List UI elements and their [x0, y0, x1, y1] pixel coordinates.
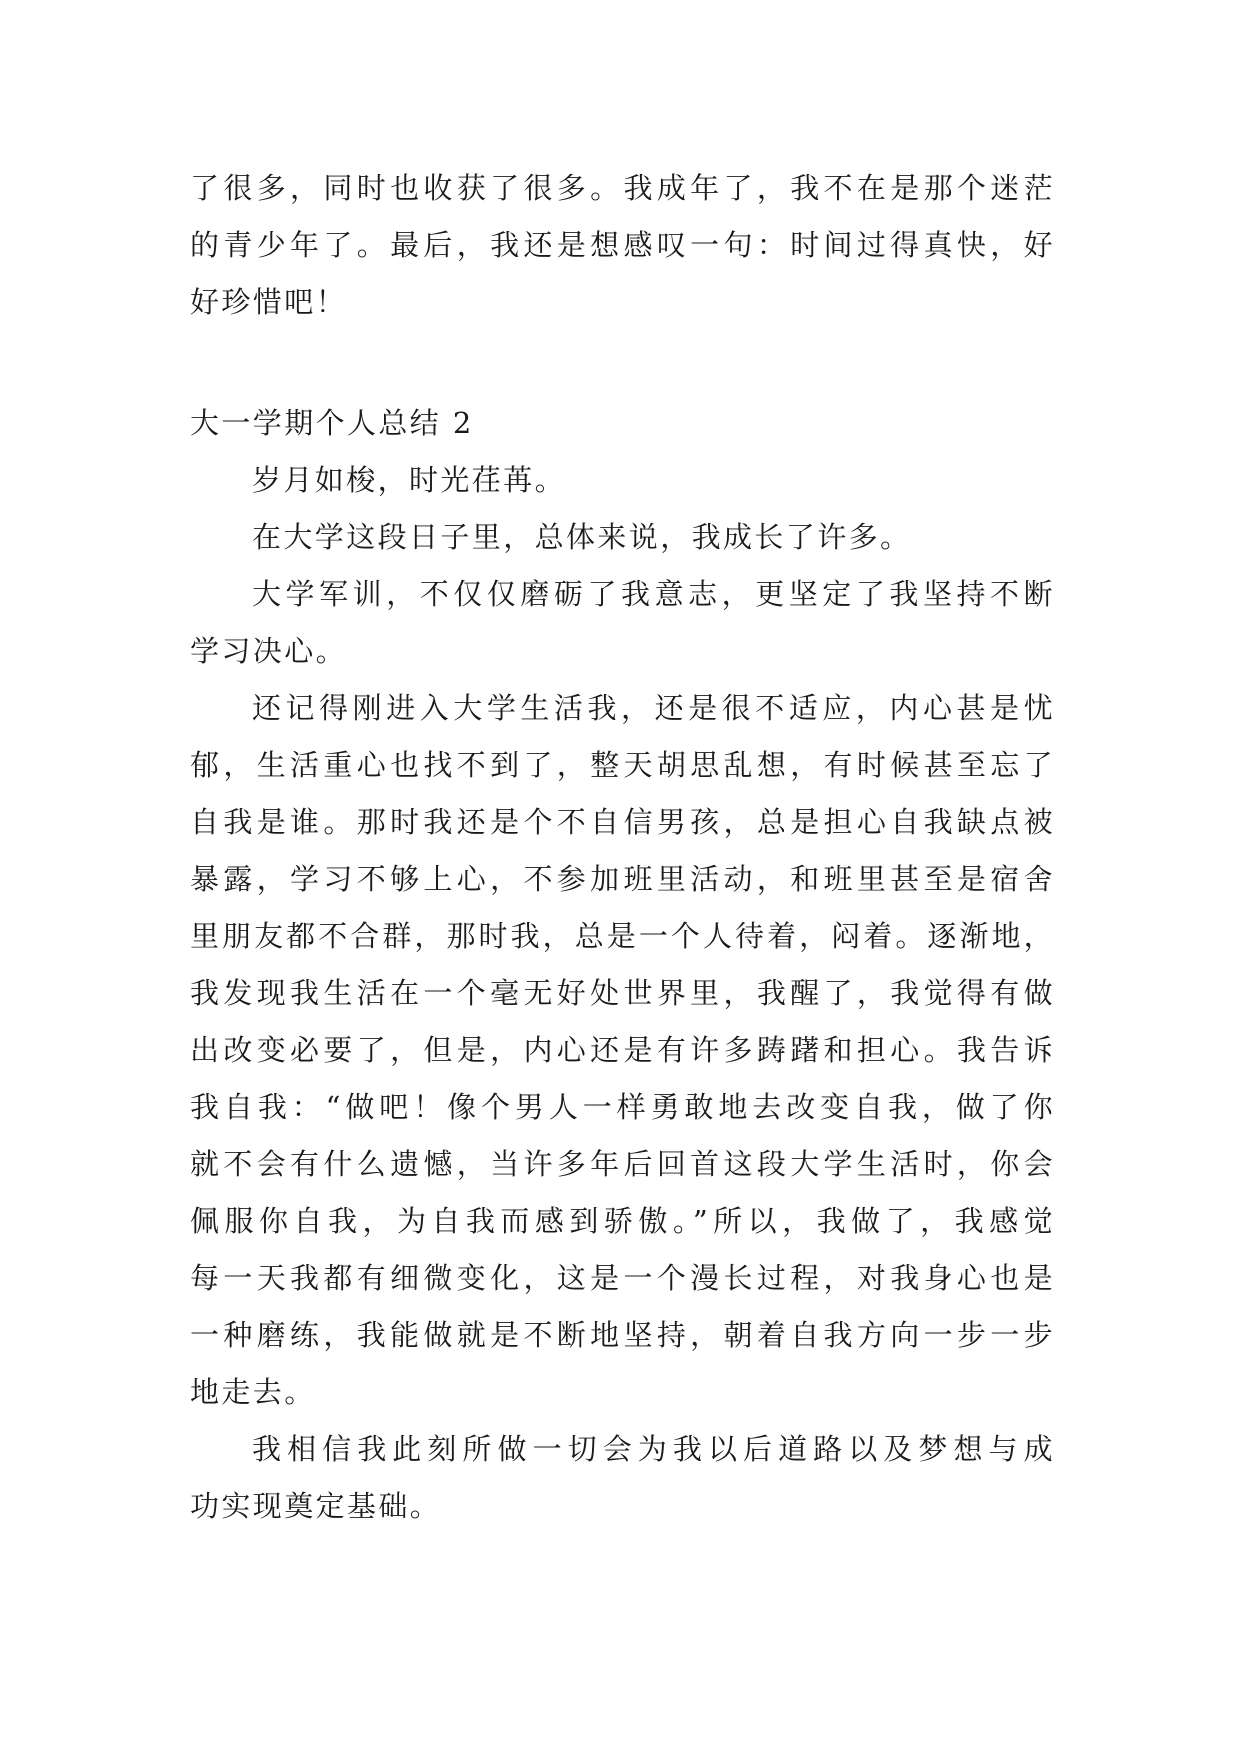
text-line: 岁月如梭，时光荏苒。: [252, 463, 567, 497]
continued-paragraph: [190, 160, 1055, 331]
text-line: 的青少年了。最后，我还是想感叹一句：时间过得真快，好: [190, 228, 1055, 262]
text-line: 我自我：“做吧！像个男人一样勇敢地去改变自我，做了你: [190, 1090, 1055, 1124]
text-line: 功实现奠定基础。: [190, 1489, 442, 1523]
text-line: 地走去。: [190, 1375, 316, 1409]
text-line: 里朋友都不合群，那时我，总是一个人待着，闷着。逐渐地，: [190, 919, 1055, 953]
text-line: 一种磨练，我能做就是不断地坚持，朝着自我方向一步一步: [190, 1318, 1055, 1352]
text-line: 还记得刚进入大学生活我，还是很不适应，内心甚是忧: [252, 691, 1055, 725]
text-line: 出改变必要了，但是，内心还是有许多踌躇和担心。我告诉: [190, 1033, 1055, 1067]
paragraph: [190, 509, 1055, 566]
text-line: 在大学这段日子里，总体来说，我成长了许多。: [252, 520, 912, 554]
paragraph: [190, 566, 1055, 680]
paragraph: [190, 680, 1055, 1421]
text-line: 我相信我此刻所做一切会为我以后道路以及梦想与成: [252, 1432, 1055, 1466]
text-line: 自我是谁。那时我还是个不自信男孩，总是担心自我缺点被: [190, 805, 1055, 839]
text-line: 好珍惜吧！: [190, 285, 348, 319]
text-line: 每一天我都有细微变化，这是一个漫长过程，对我身心也是: [190, 1261, 1055, 1295]
paragraph: [190, 452, 1055, 509]
text-line: 暴露，学习不够上心，不参加班里活动，和班里甚至是宿舍: [190, 862, 1055, 896]
text-line: 学习决心。: [190, 634, 348, 668]
section-body: [190, 452, 1055, 1535]
text-line: 我发现我生活在一个毫无好处世界里，我醒了，我觉得有做: [190, 976, 1055, 1010]
text-line: 佩服你自我，为自我而感到骄傲。”所以，我做了，我感觉: [190, 1204, 1055, 1238]
text-line: 大学军训，不仅仅磨砺了我意志，更坚定了我坚持不断: [252, 577, 1055, 611]
text-line: 了很多，同时也收获了很多。我成年了，我不在是那个迷茫: [190, 171, 1055, 205]
text-line: 就不会有什么遗憾，当许多年后回首这段大学生活时，你会: [190, 1147, 1055, 1181]
text-line: 郁，生活重心也找不到了，整天胡思乱想，有时候甚至忘了: [190, 748, 1055, 782]
paragraph: [190, 1421, 1055, 1535]
section-heading: 大一学期个人总结 2: [190, 406, 474, 440]
